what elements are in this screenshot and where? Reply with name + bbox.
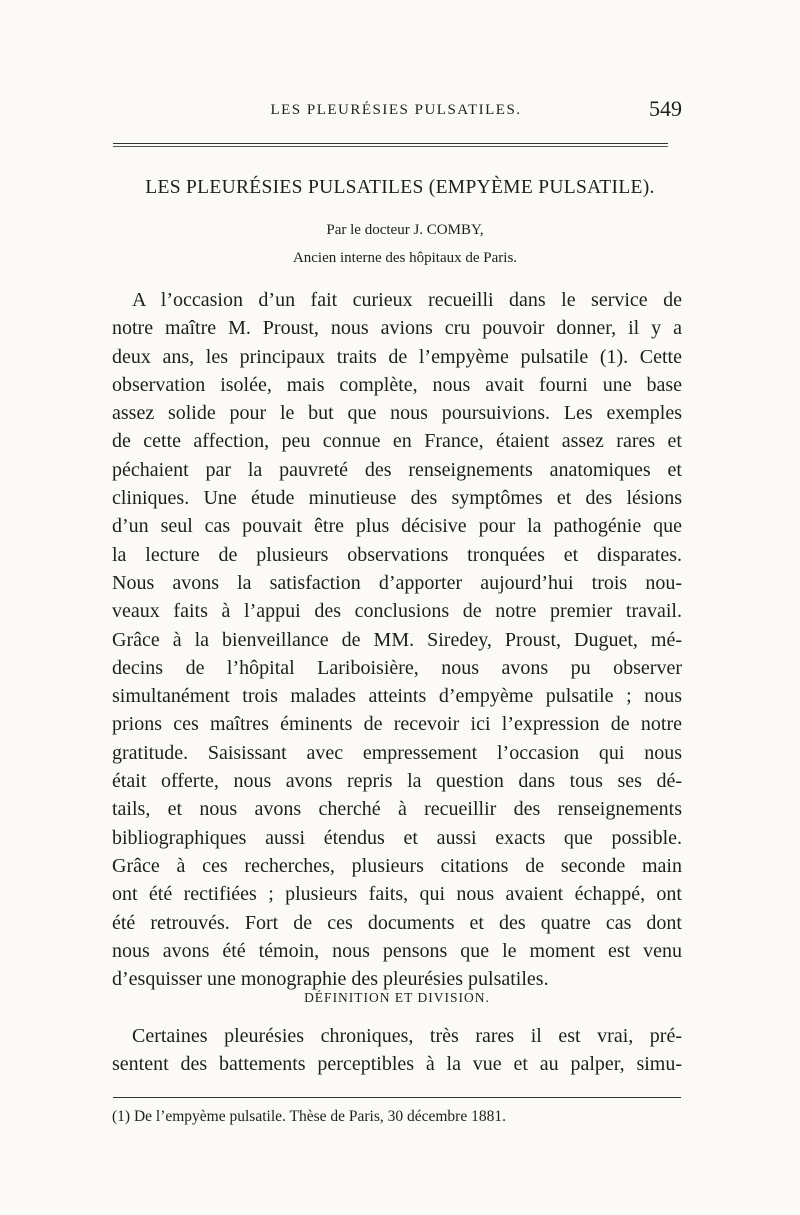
running-head	[110, 96, 682, 126]
running-title: LES PLEURÉSIES PULSATILES.	[270, 102, 522, 118]
text-line: bibliographiques aussi étendus et aussi exacts que possible.	[112, 826, 682, 849]
author-byline: Par le docteur J. COMBY,	[326, 222, 484, 238]
article-title: LES PLEURÉSIES PULSATILES (EMPYÈME PULSATILE).	[145, 177, 655, 198]
text-line: A l’occasion d’un fait curieux recueilli dans le service de	[132, 289, 682, 311]
text-line: gratitude. Saisissant avec empressement l’occasion qui nous	[112, 741, 682, 764]
text-line: sentent des battements perceptibles à la vue et au palper, simu-	[112, 1053, 682, 1076]
header-rule	[113, 143, 668, 147]
text-line: était offerte, nous avons repris la question dans tous ses dé-	[112, 770, 682, 793]
text-line: cliniques. Une étude minutieuse des symptômes et des lésions	[112, 487, 682, 510]
text-line: deux ans, les principaux traits de l’empyème pulsatile (1). Cette	[112, 345, 682, 368]
body-text	[112, 286, 682, 993]
text-line: été retrouvés. Fort de ces documents et des quatre cas dont	[112, 911, 682, 934]
text-line: observation isolée, mais complète, nous avait fourni une base	[112, 373, 682, 396]
text-line: Nous avons la satisfaction d’apporter aujourd’hui trois nou-	[112, 571, 682, 594]
text-line: d’un seul cas pouvait être plus décisive pour la pathogénie que	[112, 515, 682, 538]
text-line: veaux faits à l’appui des conclusions de notre premier travail.	[112, 600, 682, 623]
text-line: péchaient par la pauvreté des renseignements anatomiques et	[112, 458, 682, 481]
text-line: d’esquisser une monographie des pleurésies pulsatiles.	[112, 968, 549, 991]
section-heading: DÉFINITION ET DIVISION.	[304, 990, 490, 1005]
text-line: ont été rectifiées ; plusieurs faits, qui nous avaient échappé, ont	[112, 883, 682, 906]
text-line: de cette affection, peu connue en France, étaient assez rares et	[112, 430, 682, 453]
text-line: assez solide pour le but que nous poursuivions. Les exemples	[112, 402, 682, 425]
text-line: nous avons été témoin, nous pensons que le moment est venu	[112, 939, 682, 962]
text-line: prions ces maîtres éminents de recevoir ici l’expression de notre	[112, 713, 682, 736]
text-line: Certaines pleurésies chroniques, très rares il est vrai, pré-	[132, 1025, 682, 1047]
text-line: Grâce à la bienveillance de MM. Siredey, Proust, Duguet, mé-	[112, 628, 682, 651]
text-line: decins de l’hôpital Lariboisière, nous avons pu observer	[112, 656, 682, 679]
footnote-rule	[113, 1097, 681, 1098]
section-text	[112, 1022, 682, 1079]
text-line: la lecture de plusieurs observations tronquées et disparates.	[112, 543, 682, 566]
author-affiliation: Ancien interne des hôpitaux de Paris.	[292, 250, 518, 266]
text-line: Grâce à ces recherches, plusieurs citations de seconde main	[112, 854, 682, 877]
text-line: simultanément trois malades atteints d’empyème pulsatile ; nous	[112, 685, 682, 708]
page-number: 549	[649, 96, 682, 121]
footnote: (1) De l’empyème pulsatile. Thèse de Paris, 30 décembre 1881.	[112, 1108, 506, 1125]
text-line: notre maître M. Proust, nous avions cru pouvoir donner, il y a	[112, 317, 682, 340]
text-line: tails, et nous avons cherché à recueillir des renseignements	[112, 798, 682, 821]
